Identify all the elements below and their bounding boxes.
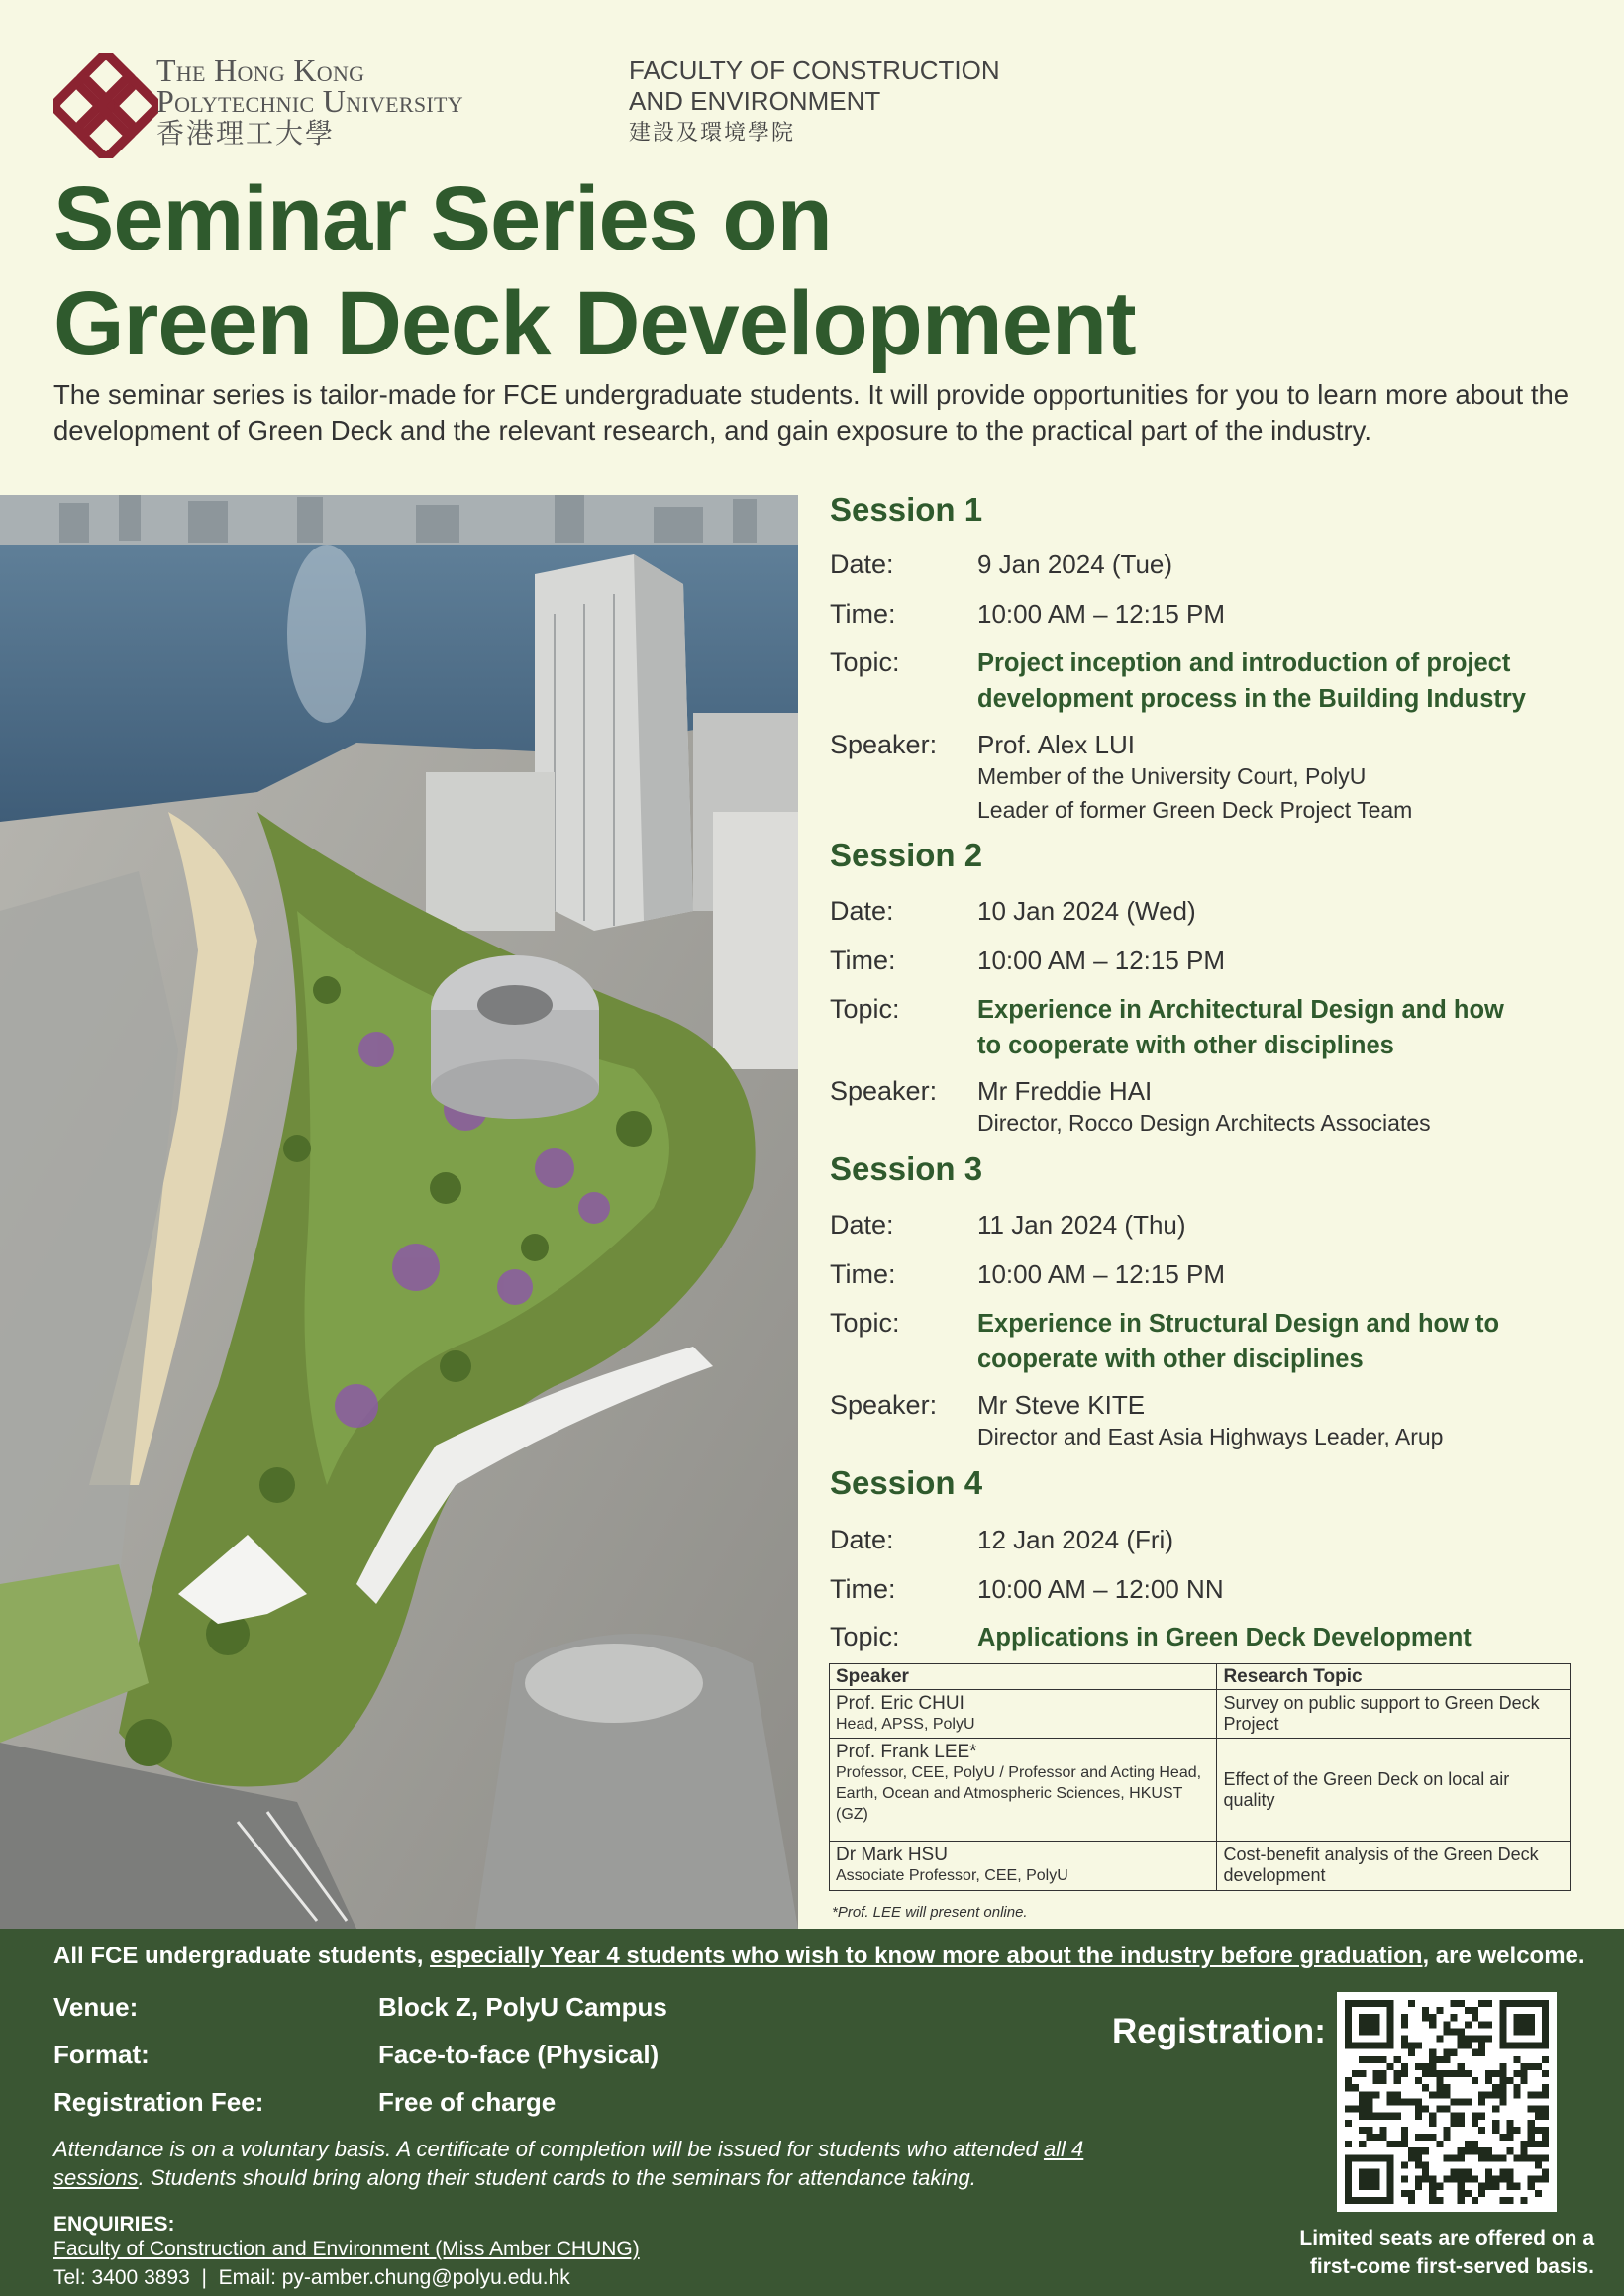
table-row [830, 1739, 1571, 1842]
session-1-topic-line1: Project inception and introduction of project [977, 649, 1511, 677]
session-1-topic-line2: development process in the Building Industry [977, 685, 1526, 713]
speaker-cell [830, 1739, 1217, 1842]
welcome-post: , are welcome. [1422, 1943, 1585, 1969]
session-3-topic-label: Topic: [830, 1308, 900, 1338]
research-topic-cell: Cost-benefit analysis of the Green Deck development [1217, 1842, 1571, 1891]
session-1-role-line1: Member of the University Court, PolyU [977, 763, 1367, 789]
session-1-date-label: Date: [830, 549, 894, 579]
faculty-line2: AND ENVIRONMENT [629, 86, 881, 116]
speaker-name: Prof. Frank LEE* [836, 1742, 977, 1762]
session-4-date: 12 Jan 2024 (Fri) [977, 1525, 1173, 1554]
registration-label: Registration: [1112, 2012, 1326, 2050]
session-4-time-label: Time: [830, 1574, 896, 1604]
session-3-date-label: Date: [830, 1210, 894, 1240]
session-3-role-line1: Director and East Asia Highways Leader, Arup [977, 1424, 1444, 1449]
session-2-speaker: Mr Freddie HAI [977, 1076, 1153, 1106]
university-name [156, 52, 463, 152]
table-row [830, 1842, 1571, 1891]
limited-line1: Limited seats are offered on a [1299, 2227, 1594, 2249]
session-4-topic-label: Topic: [830, 1622, 900, 1651]
col-topic-header: Research Topic [1217, 1664, 1571, 1690]
intro-text: The seminar series is tailor-made for FCE undergraduate students. It will provide opportunities for you to learn more about the development of Green Deck and the relevant research, and gain exposure to the practical part of the industry. [53, 379, 1570, 446]
session-3-date: 11 Jan 2024 (Thu) [977, 1210, 1186, 1240]
session-1-speaker-role [977, 759, 1572, 827]
session-4-time: 10:00 AM – 12:00 NN [977, 1574, 1224, 1604]
speaker-role: Professor, CEE, PolyU / Professor and Acting Head, Earth, Ocean and Atmospheric Sciences, HKUST (GZ) [836, 1764, 1202, 1823]
session-2-date: 10 Jan 2024 (Wed) [977, 896, 1196, 926]
speaker-cell [830, 1842, 1217, 1891]
faculty-chinese: 建設及環境學院 [629, 120, 796, 145]
session-2-topic-line1: Experience in Architectural Design and how [977, 996, 1504, 1024]
session-1-role-line2: Leader of former Green Deck Project Team [977, 797, 1413, 823]
table-header-row [830, 1664, 1571, 1690]
welcome-pre: All FCE undergraduate students, [53, 1943, 431, 1969]
speaker-role: Head, APSS, PolyU [836, 1716, 975, 1733]
venue-value: Block Z, PolyU Campus [378, 1992, 667, 2022]
session-3-topic-line1: Experience in Structural Design and how to [977, 1310, 1500, 1338]
university-name-line2: Polytechnic University [156, 83, 463, 119]
session-2-role-line1: Director, Rocco Design Architects Associates [977, 1110, 1431, 1136]
session-4-topic: Applications in Green Deck Development [977, 1624, 1472, 1651]
title-line2: Green Deck Development [53, 273, 1136, 374]
attend-underlined: all 4 sessions [53, 2137, 1084, 2190]
table-row [830, 1690, 1571, 1739]
format-label: Format: [53, 2040, 150, 2069]
venue-label: Venue: [53, 1992, 139, 2022]
research-topic-cell: Survey on public support to Green Deck Project [1217, 1690, 1571, 1739]
fee-label: Registration Fee: [53, 2087, 264, 2117]
session-2-topic [977, 992, 1572, 1063]
session-3-time-label: Time: [830, 1259, 896, 1289]
limited-line2: first-come first-served basis. [1309, 2255, 1594, 2278]
page-title [53, 166, 1136, 376]
enquiries-tel-email: Tel: 3400 3893 | Email: py-amber.chung@polyu.edu.hk [53, 2266, 570, 2289]
speaker-name: Prof. Eric CHUI [836, 1693, 964, 1714]
session-4-heading: Session 4 [830, 1464, 983, 1501]
attend-post: . Students should bring along their student cards to the seminars for attendance taking. [138, 2165, 976, 2190]
polyu-logo [53, 53, 158, 158]
qr-code-icon [1345, 2000, 1549, 2204]
session-2-heading: Session 2 [830, 837, 983, 873]
university-name-line1: The Hong Kong [156, 52, 365, 88]
format-value: Face-to-face (Physical) [378, 2040, 660, 2069]
col-speaker-header: Speaker [830, 1664, 1217, 1690]
session-3-topic-line2: cooperate with other disciplines [977, 1346, 1364, 1373]
fee-value: Free of charge [378, 2087, 557, 2117]
session-1-time-label: Time: [830, 599, 896, 629]
welcome-underlined: especially Year 4 students who wish to know more about the industry before graduation [430, 1943, 1423, 1969]
faculty-line1: FACULTY OF CONSTRUCTION [629, 55, 1000, 85]
session-4-date-label: Date: [830, 1525, 894, 1554]
session-1-heading: Session 1 [830, 491, 983, 528]
session-1-time: 10:00 AM – 12:15 PM [977, 599, 1226, 629]
session-3-time: 10:00 AM – 12:15 PM [977, 1259, 1226, 1289]
session-2-speaker-role [977, 1106, 1572, 1140]
session-1-speaker-label: Speaker: [830, 730, 938, 759]
session-1-date: 9 Jan 2024 (Tue) [977, 549, 1173, 579]
session-2-date-label: Date: [830, 896, 894, 926]
session-2-topic-line2: to cooperate with other disciplines [977, 1032, 1394, 1059]
footer-panel [0, 1929, 1624, 2296]
registration-qr-code[interactable] [1337, 1992, 1557, 2212]
session-1-speaker: Prof. Alex LUI [977, 730, 1135, 759]
session-3-speaker-label: Speaker: [830, 1390, 938, 1420]
session-1-topic [977, 646, 1572, 717]
faculty-name [629, 55, 1000, 149]
enquiries-heading: ENQUIRIES: [53, 2213, 175, 2236]
university-name-chinese: 香港理工大學 [156, 119, 336, 150]
session-3-speaker: Mr Steve KITE [977, 1390, 1146, 1420]
session-2-time: 10:00 AM – 12:15 PM [977, 946, 1226, 975]
session-3-topic [977, 1306, 1572, 1377]
session-2-time-label: Time: [830, 946, 896, 975]
session-2-speaker-label: Speaker: [830, 1076, 938, 1106]
session-3-heading: Session 3 [830, 1150, 983, 1187]
session-3-speaker-role [977, 1420, 1572, 1453]
enquiries-contact-link[interactable]: Faculty of Construction and Environment (Miss Amber CHUNG) [53, 2238, 640, 2260]
green-deck-aerial-image [0, 495, 798, 1929]
attendance-note [53, 2135, 1172, 2192]
session-1-topic-label: Topic: [830, 648, 900, 677]
welcome-text [53, 1943, 1585, 1970]
title-line1: Seminar Series on [53, 168, 832, 269]
session-2-topic-label: Topic: [830, 994, 900, 1024]
speaker-role: Associate Professor, CEE, PolyU [836, 1867, 1068, 1884]
limited-seats-note [1218, 2224, 1594, 2281]
session-4-speakers-table [829, 1663, 1571, 1891]
attend-pre: Attendance is on a voluntary basis. A certificate of completion will be issued for students who attended [53, 2137, 1044, 2161]
speaker-name: Dr Mark HSU [836, 1845, 948, 1865]
research-topic-cell: Effect of the Green Deck on local air quality [1217, 1739, 1571, 1842]
table-footnote: *Prof. LEE will present online. [832, 1904, 1028, 1921]
speaker-cell [830, 1690, 1217, 1739]
